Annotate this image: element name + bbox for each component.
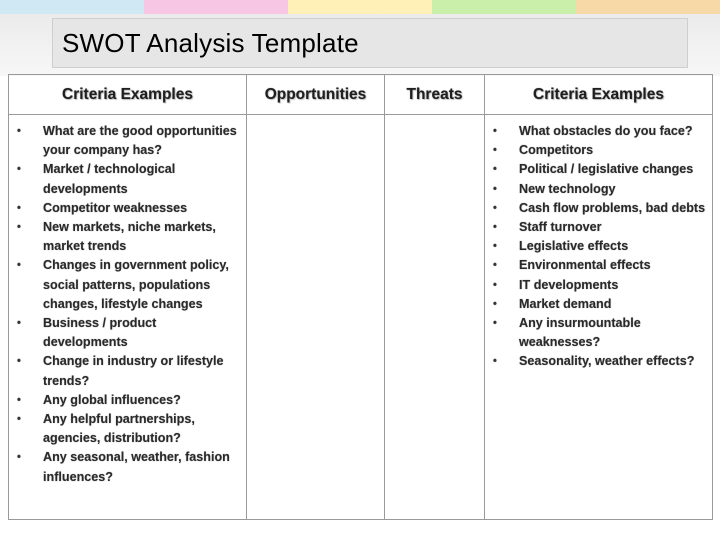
bullet-icon: • [17, 413, 21, 426]
criteria-left-item [17, 256, 240, 314]
bullet-icon: • [17, 201, 21, 214]
criteria-left-item-text: Any helpful partnerships, agencies, distribution? [43, 412, 195, 446]
color-bar-segment [432, 0, 576, 14]
bullet-icon: • [17, 125, 21, 137]
criteria-right-item-text: Seasonality, weather effects? [519, 354, 695, 369]
criteria-right-item-text: Any insurmountable weaknesses? [519, 316, 641, 350]
criteria-right-item-text: Staff turnover [519, 220, 602, 235]
bullet-icon: • [493, 240, 497, 253]
criteria-left-item-text: New markets, niche markets, market trends [43, 220, 216, 254]
criteria-left-item [17, 199, 240, 218]
swot-table [8, 74, 713, 520]
bullet-icon: • [493, 201, 497, 214]
criteria-right-item [493, 276, 706, 295]
criteria-right-item [493, 122, 706, 141]
criteria-right-list [485, 115, 712, 372]
criteria-left-item [17, 352, 240, 390]
header-criteria-left: Criteria Examples [9, 75, 247, 115]
criteria-right-item-text: Political / legislative changes [519, 162, 694, 177]
criteria-right-item-text: Environmental effects [519, 258, 651, 273]
bullet-icon: • [493, 221, 497, 234]
criteria-left-item-text: Competitor weaknesses [43, 200, 188, 215]
criteria-left-item [17, 410, 240, 448]
bullet-icon: • [493, 144, 497, 157]
criteria-right-item-text: Competitors [519, 143, 594, 158]
criteria-left-item [17, 391, 240, 410]
criteria-left-list [9, 115, 246, 487]
header-criteria-right: Criteria Examples [485, 75, 713, 115]
criteria-left-item-text: Change in industry or lifestyle trends? [43, 354, 224, 388]
header-opportunities: Opportunities [247, 75, 385, 115]
bullet-icon: • [493, 278, 497, 291]
criteria-right-cell [485, 115, 713, 520]
bullet-icon: • [17, 221, 21, 234]
criteria-left-item [17, 160, 240, 198]
bullet-icon: • [493, 297, 497, 310]
bullet-icon: • [17, 317, 21, 330]
criteria-left-item [17, 218, 240, 256]
color-bar-segment [0, 0, 144, 14]
criteria-right-item-text: Legislative effects [519, 239, 629, 254]
bullet-icon: • [493, 125, 497, 137]
color-bar-segment [144, 0, 288, 14]
color-bar-segment [576, 0, 720, 14]
criteria-right-item [493, 199, 706, 218]
criteria-left-item-text: Market / technological developments [43, 162, 176, 196]
criteria-left-item [17, 314, 240, 352]
opportunities-cell[interactable] [247, 115, 385, 520]
header-row [9, 75, 713, 115]
criteria-left-item-text: Business / product developments [43, 316, 157, 350]
criteria-left-item-text: Any global influences? [43, 392, 181, 407]
criteria-left-item [17, 448, 240, 486]
criteria-left-item [17, 122, 240, 160]
criteria-right-item [493, 237, 706, 256]
criteria-left-item-text: What are the good opportunities your company has? [43, 124, 237, 158]
criteria-right-item-text: IT developments [519, 277, 619, 292]
criteria-right-item [493, 141, 706, 160]
slide-title: SWOT Analysis Template [62, 28, 359, 58]
criteria-right-item-text: Market demand [519, 296, 612, 311]
criteria-right-item [493, 218, 706, 237]
bullet-icon: • [17, 451, 21, 464]
bullet-icon: • [17, 393, 21, 406]
criteria-right-item [493, 352, 706, 371]
bullet-icon: • [493, 355, 497, 368]
bullet-icon: • [493, 163, 497, 176]
threats-cell[interactable] [385, 115, 485, 520]
criteria-left-item-text: Changes in government policy, social patterns, populations changes, lifestyle changes [43, 258, 229, 311]
bullet-icon: • [493, 317, 497, 330]
bullet-icon: • [17, 259, 21, 272]
criteria-right-item [493, 180, 706, 199]
criteria-right-item-text: What obstacles do you face? [519, 124, 693, 138]
bullet-icon: • [493, 259, 497, 272]
criteria-right-item [493, 256, 706, 275]
criteria-right-item-text: Cash flow problems, bad debts [519, 200, 706, 215]
bullet-icon: • [17, 355, 21, 368]
criteria-right-item-text: New technology [519, 181, 616, 196]
header-threats: Threats [385, 75, 485, 115]
body-row [9, 115, 713, 520]
color-bar [0, 0, 720, 14]
criteria-right-item [493, 295, 706, 314]
bullet-icon: • [17, 163, 21, 176]
criteria-right-item [493, 160, 706, 179]
criteria-right-item [493, 314, 706, 352]
criteria-left-cell [9, 115, 247, 520]
bullet-icon: • [493, 182, 497, 195]
color-bar-segment [288, 0, 432, 14]
criteria-left-item-text: Any seasonal, weather, fashion influences? [43, 450, 230, 484]
